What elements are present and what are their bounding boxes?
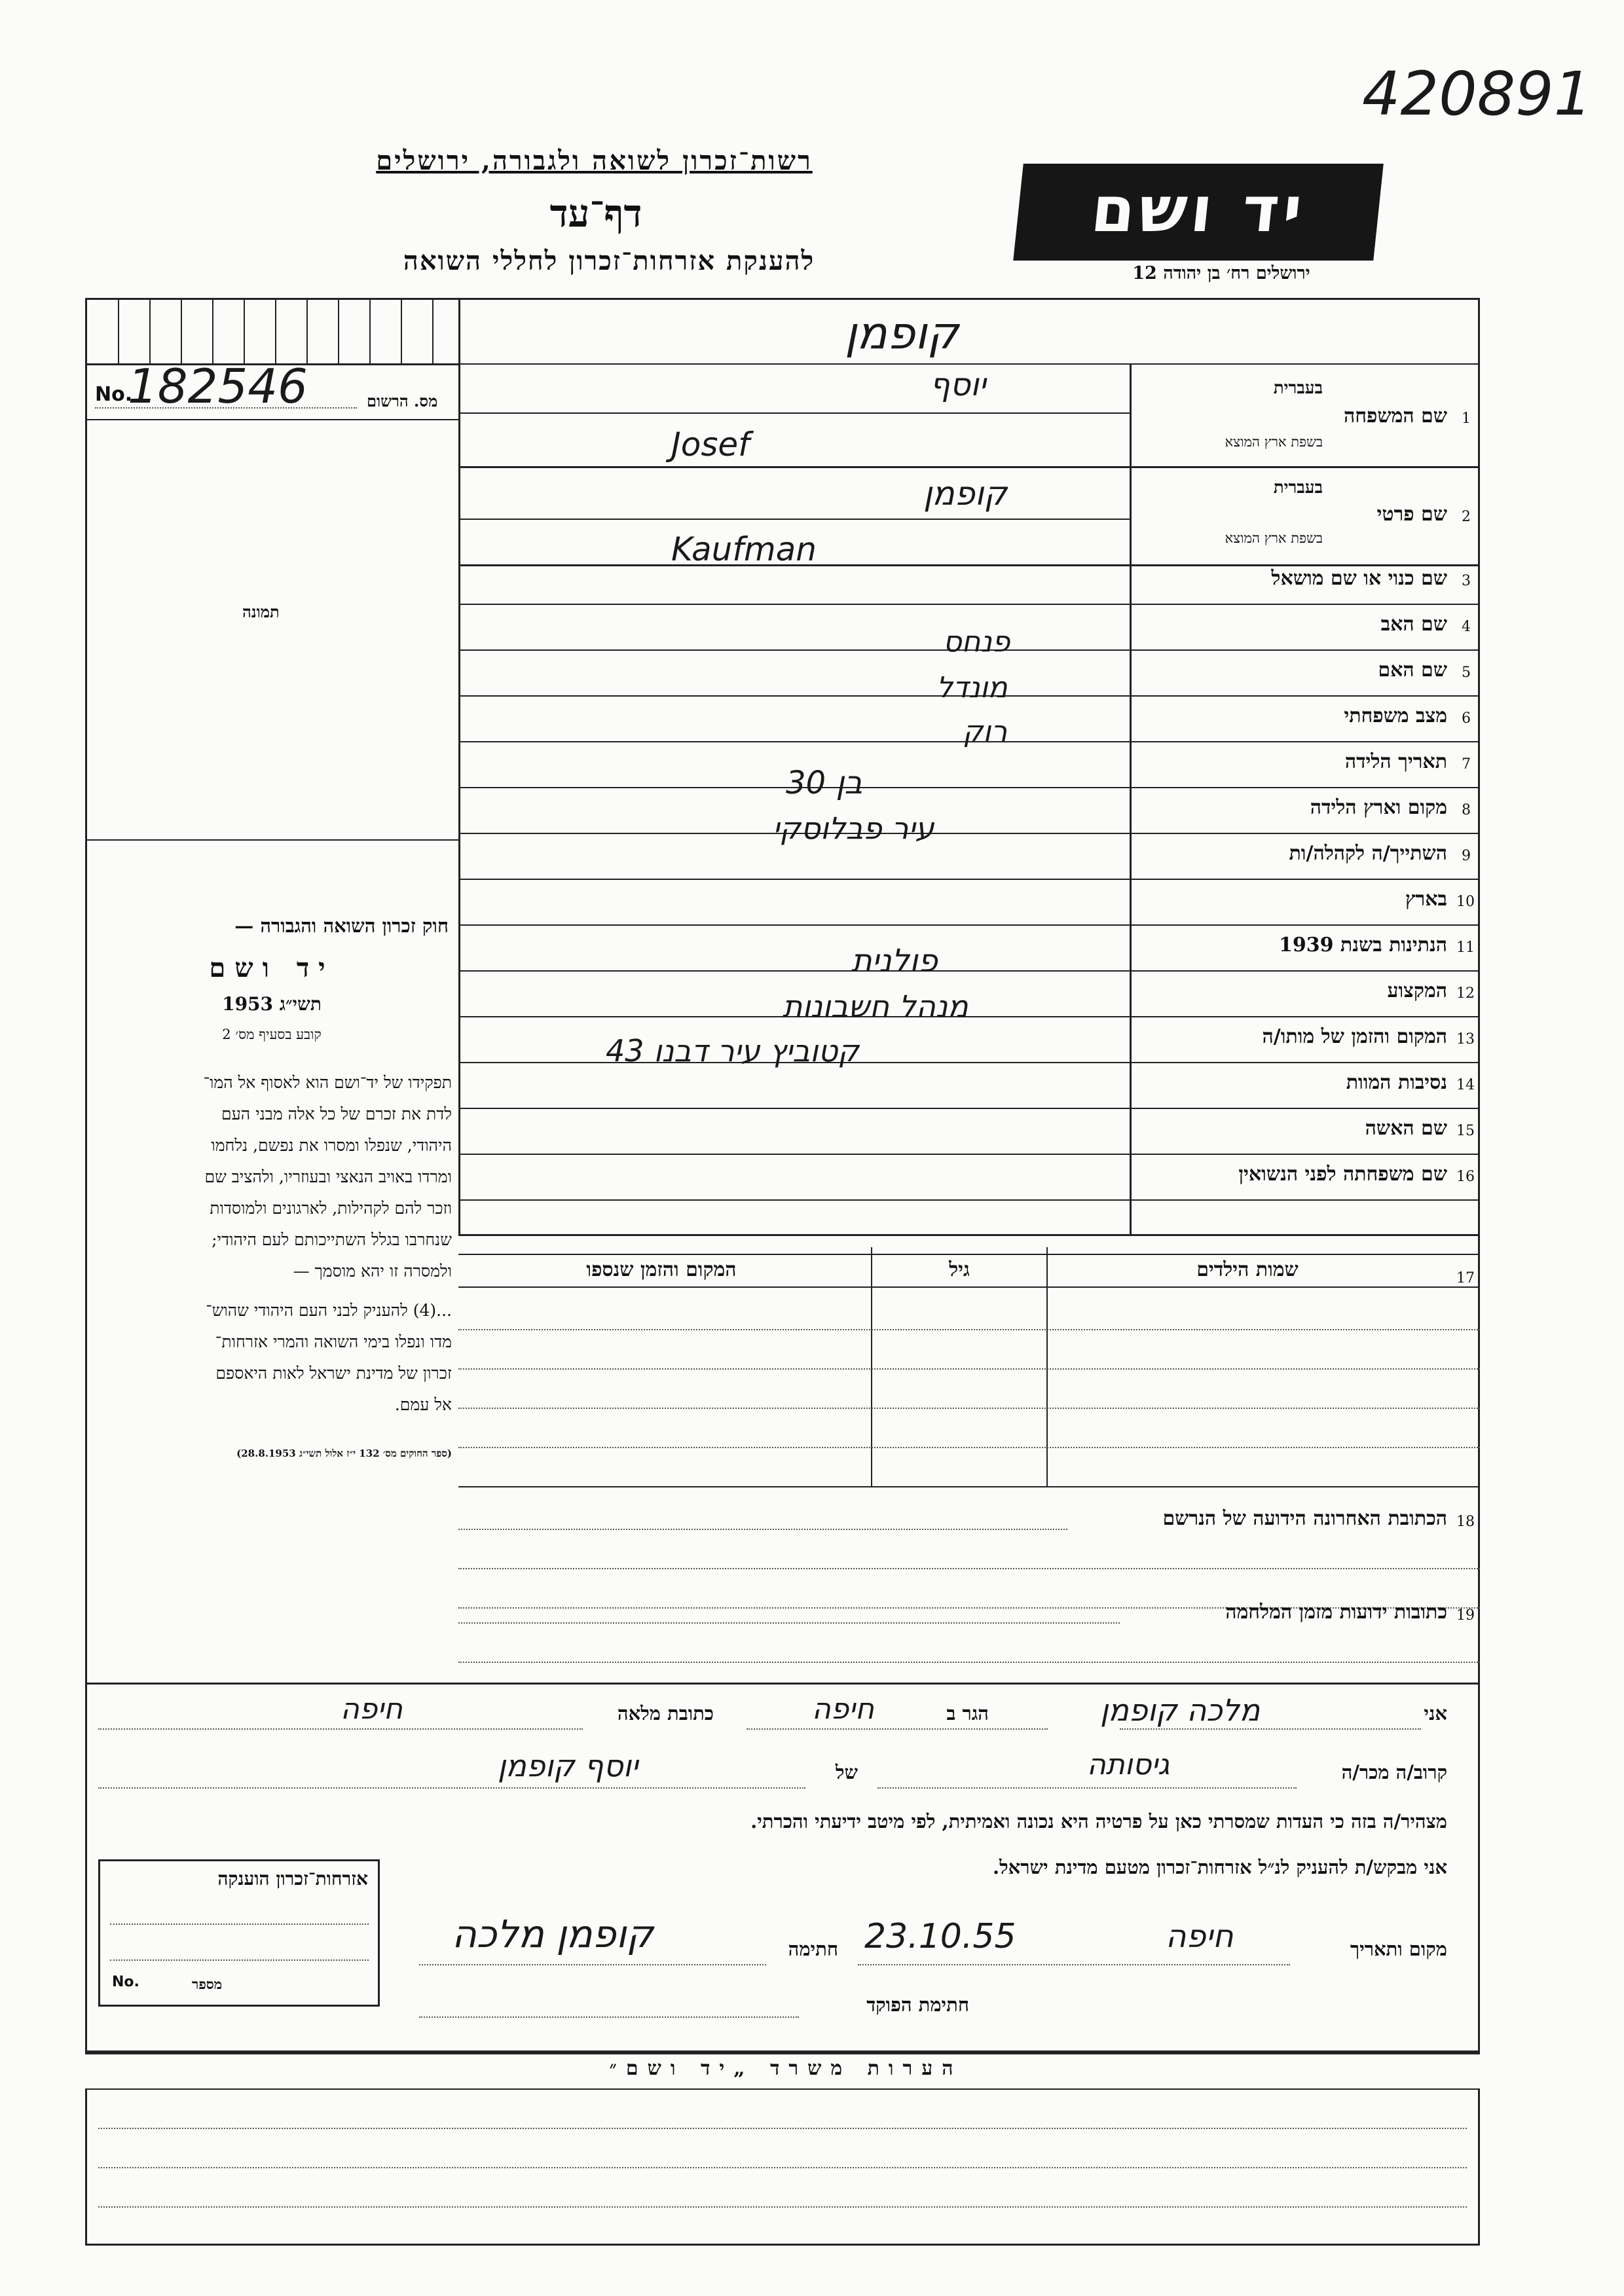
field-number: 14 [1456,1077,1475,1093]
header-age: גיל [949,1258,970,1281]
field-number: 10 [1456,894,1475,910]
value-family-name-hebrew: יוסף [930,367,986,403]
value-father-name: פנחס [943,625,1010,659]
label-birth-place: מקום וארץ הלידה [1310,796,1447,819]
law-line: תפקידו של יד־ושם הוא לאסוף אל המו־ [203,1073,452,1092]
citizenship-box-no: No. [112,1974,139,1990]
declaration-top-line [85,1683,1480,1685]
label-nickname: שם כנוי או שם מושאל [1271,567,1447,590]
law-line: מדו ונפלו בימי השואה והמרי אזרחות־ [215,1332,452,1351]
label-wartime-addresses: כתובות ידועות מזמן המלחמה [1225,1601,1447,1624]
decl-date: 23.10.55 [864,1917,1016,1956]
decl-relation: גיסותה [1087,1748,1170,1781]
header-perish-place-time: המקום והזמן שנספו [586,1258,737,1281]
sublabel-hebrew: בעברית [1273,478,1323,498]
field-number: 8 [1462,802,1471,818]
remarks-title: הערות משרד „יד ושם״ [609,2057,963,2080]
photo-bottom-line [85,839,458,841]
label-death-circumstances: נסיבות המוות [1346,1071,1447,1094]
label-marital-status: מצב משפחתי [1344,704,1447,727]
reg-no-prefix: No. [95,383,133,406]
decl-signature: קופמן מלכה [452,1912,654,1956]
law-title: חוק זכרון השואה והגבורה — [234,915,449,937]
field-number: 11 [1456,939,1475,956]
law-line: אל עמם. [394,1395,452,1414]
decl-place: חיפה [1166,1918,1234,1955]
label-mother-name: שם האם [1378,659,1447,682]
label-country: בארץ [1405,888,1447,911]
law-citation: (ספר החוקים מס׳ 132 י״ז אלול תשי״ג 28.8.1953) [236,1448,452,1459]
field-number: 12 [1456,985,1475,1002]
law-line: ...(4) להעניק לבני העם היהודי שהוש־ [206,1301,452,1320]
field-number: 2 [1462,509,1471,525]
label-last-address: הכתובת האחרונה הידועה של הנרשם [1162,1507,1447,1530]
header-children-names: שמות הילדים [1196,1258,1299,1281]
label-wife-name: שם האשה [1365,1117,1447,1140]
law-line: וזכר להם לקהילות, לארגונים ולמוסדות [210,1199,452,1218]
decl-full-address-label: כתובת מלאה [617,1702,714,1724]
signature-label: חתימה [788,1938,838,1960]
law-line: היהודי, שנפלו ומסרו את נפשם, נלחמו [211,1136,452,1155]
decl-city: חיפה [812,1692,874,1726]
label-birth-date: תאריך הלידה [1344,750,1447,773]
decl-of-label: של [835,1761,858,1783]
value-family-name-latin: Josef [671,426,750,464]
law-name: יד ושם [209,953,335,983]
citizenship-box-number-label: מספר [192,1976,223,1992]
value-mother-name: מונדל [936,671,1008,704]
decl-full-address: חיפה [341,1692,403,1726]
decl-name: מלכה קופמן [1100,1692,1261,1728]
field-number: 4 [1462,619,1471,635]
citizenship-box-title: אזרחות־זכרון הוענקה [217,1868,368,1889]
field-number: 17 [1456,1270,1475,1286]
sublabel-origin-language: בשפת ארץ המוצא [1225,434,1323,450]
label-citizenship-1939: הנתינות בשנת 1939 [1278,934,1447,957]
top-handwriting: קופמן [845,308,959,359]
yad-vashem-logo [1013,164,1384,261]
logo-text: יד ושם [1088,173,1310,246]
sublabel-origin-language: בשפת ארץ המוצא [1225,530,1323,546]
field-number: 18 [1456,1514,1475,1530]
photo-label: תמונה [242,602,280,621]
field-number: 15 [1456,1123,1475,1139]
label-profession: המקצוע [1387,979,1447,1002]
sublabel-hebrew: בעברית [1273,378,1323,398]
law-line: ומרדו באויב הנאצי ובעוזריו, ולהציב שם [204,1167,452,1186]
field-number: 19 [1456,1607,1475,1624]
law-line: ולמסרה זו יהא מוסמך — [293,1262,452,1281]
label-column-divider [1130,363,1132,1234]
law-year: תשי״ג 1953 [222,993,322,1015]
value-first-name-latin: Kaufman [671,530,817,568]
field-number: 6 [1462,710,1471,727]
value-birth-date: בן 30 [786,765,863,801]
label-wife-maiden-name: שם משפחתה לפני הנשואין [1238,1163,1447,1186]
law-line: שנחרבו בגלל השתייכותם לעם היהודי; [212,1230,452,1249]
law-line: לדת את זכרם של כל אלה מבני העם [221,1104,452,1123]
place-date-label: מקום ותאריך [1350,1938,1447,1960]
label-family-name: שם המשפחה [1343,405,1447,428]
law-clause-ref: קובע בסעיף מס׳ 2 [222,1027,322,1042]
reg-label: מס. הרשום [367,392,438,410]
form-subtitle: להענקת אזרחות־זכרון לחללי השואה [403,246,815,276]
value-birth-place: עיר פבלוסקי [773,811,934,846]
label-death-place-time: המקום והזמן של מותו/ה [1262,1025,1447,1048]
archive-number: 420891 [1362,59,1593,129]
field-number: 1 [1462,410,1471,427]
reg-number: 182546 [128,359,308,414]
label-community: השתייך/ה לקהלה/ות [1289,842,1447,865]
field-number: 3 [1462,573,1471,589]
law-line: זכרון של מדינת ישראל לאות היאספם [215,1364,452,1383]
field-number: 13 [1456,1031,1475,1048]
decl-residing-label: הגר ב [946,1702,989,1724]
label-first-name: שם פרטי [1376,503,1447,526]
decl-relative-label: קרוב/ה מכר/ה [1341,1761,1447,1783]
decl-ani: אני [1424,1702,1447,1724]
form-title: דף־עד [549,191,642,236]
value-death-place-time: קטוביץ עיר דבנו 43 [606,1033,859,1068]
field-number: 7 [1462,756,1471,773]
value-citizenship-1939: פולנית [851,943,938,979]
logo-address: ירושלים רח׳ בן יהודה 12 [1132,263,1310,283]
citizenship-granted-box [98,1859,380,2007]
left-column-divider [458,298,460,1234]
value-marital-status: רוק [963,715,1008,748]
decl-request: אני מבקש/ת להעניק לנ״ל אזרחות־זכרון מטעם מדינת ישראל. [993,1856,1447,1878]
authority-line: רשות־זכרון לשואה ולגבורה, ירושלים [376,145,813,176]
decl-of-name: יוסף קופמן [498,1748,638,1783]
value-profession: מנהל חשבונות [783,989,969,1024]
field-number: 9 [1462,848,1471,864]
officer-signature-label: חתימת הפוקד [866,1994,969,2016]
field-number: 16 [1456,1169,1475,1185]
field-number: 5 [1462,665,1471,681]
label-father-name: שם האב [1380,613,1447,636]
value-first-name-hebrew: קופמן [923,475,1007,513]
decl-statement: מצהיר/ה בזה כי העדות שמסרתי כאן על פרטיה היא נכונה ואמיתית, לפי מיטב ידיעתי והכרתי. [750,1810,1447,1832]
